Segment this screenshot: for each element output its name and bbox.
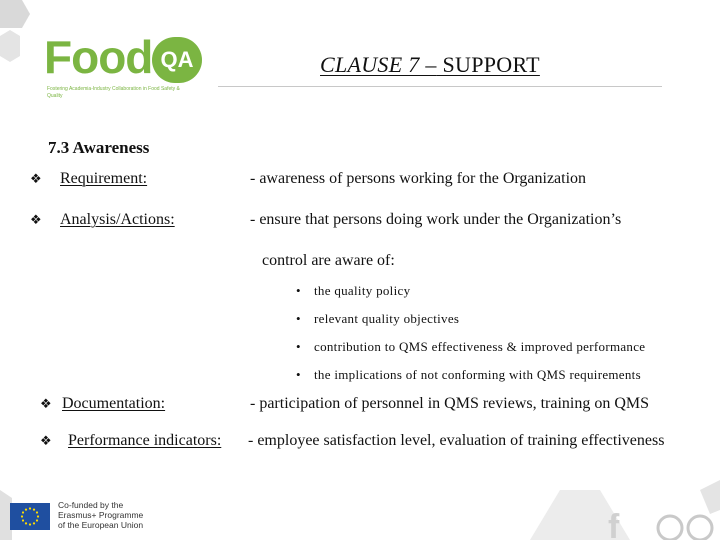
decorative-shapes-bottom-right	[520, 470, 720, 540]
logo-badge: QA	[152, 37, 202, 83]
diamond-bullet-icon: ❖	[30, 212, 42, 227]
analysis-label: Analysis/Actions:	[60, 211, 175, 228]
eu-text-line: Erasmus+ Programme	[58, 510, 144, 520]
list-item	[296, 311, 459, 327]
section-heading: 7.3 Awareness	[48, 138, 150, 157]
eu-flag-icon	[10, 503, 50, 530]
eu-text-line: of the European Union	[58, 520, 144, 530]
list-item	[296, 367, 641, 383]
header-divider	[218, 86, 662, 87]
list-item-text: the implications of not conforming with QMS requirements	[314, 367, 641, 382]
list-item-text: relevant quality objectives	[314, 311, 460, 326]
page-title	[320, 52, 540, 78]
bullet-dot-icon: •	[296, 339, 301, 354]
foodqa-logo	[44, 31, 214, 99]
list-item	[296, 283, 410, 299]
list-item	[296, 339, 645, 355]
list-item-text: the quality policy	[314, 283, 411, 298]
eu-cofunding-text	[58, 500, 143, 530]
documentation-value: - participation of personnel in QMS reviews, training on QMS	[250, 395, 650, 412]
title-rest: SUPPORT	[442, 52, 540, 77]
decorative-hexagons-top	[0, 0, 40, 90]
logo-wordmark: Food	[44, 31, 153, 83]
diamond-bullet-icon: ❖	[40, 433, 52, 448]
diamond-bullet-icon: ❖	[30, 171, 42, 186]
logo-tagline: Fostering Academia-Industry Collaboration in Food Safety & Quality	[47, 86, 180, 99]
performance-value: - employee satisfaction level, evaluation of training effectiveness	[248, 432, 665, 449]
diamond-bullet-icon: ❖	[40, 396, 52, 411]
documentation-label: Documentation:	[62, 395, 166, 412]
analysis-value: - ensure that persons doing work under the Organization’s	[250, 211, 622, 228]
eu-text-line: Co-funded by the	[58, 500, 124, 510]
title-italic: CLAUSE 7 –	[320, 52, 437, 77]
svg-text:f: f	[608, 508, 620, 540]
list-item-text: contribution to QMS effectiveness & improved performance	[314, 339, 646, 354]
requirement-value: - awareness of persons working for the Organization	[250, 170, 587, 187]
analysis-value-continued: control are aware of:	[262, 252, 395, 269]
requirement-label: Requirement:	[60, 170, 148, 187]
bullet-dot-icon: •	[296, 283, 301, 298]
bullet-dot-icon: •	[296, 367, 301, 382]
performance-label: Performance indicators:	[68, 432, 222, 449]
bullet-dot-icon: •	[296, 311, 301, 326]
